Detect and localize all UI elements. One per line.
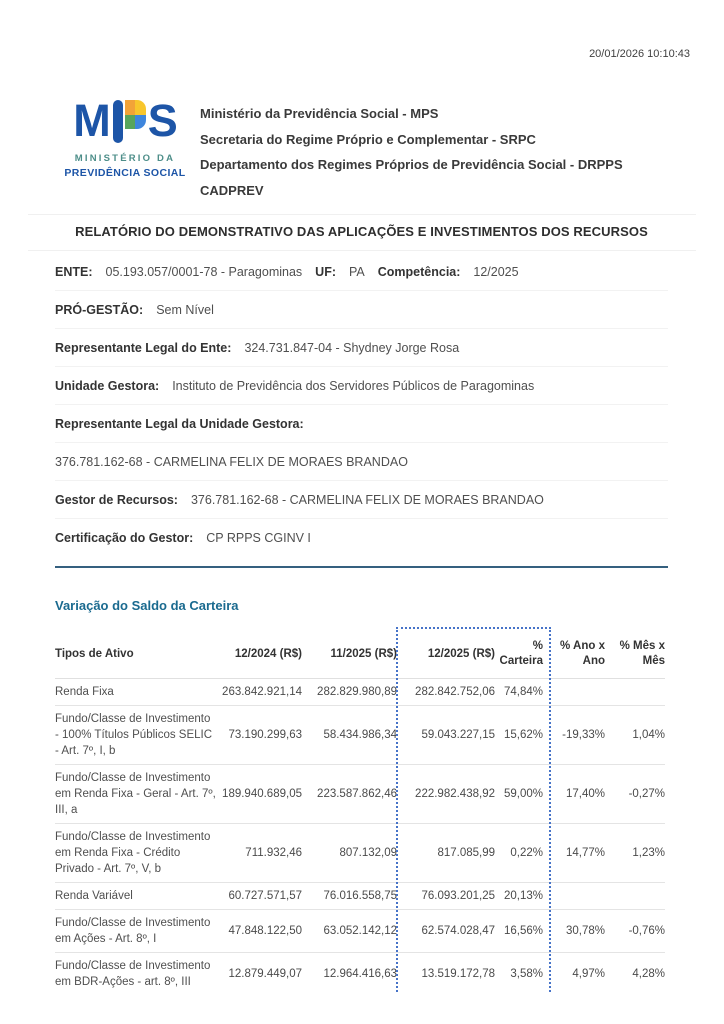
field-row-rep-ente — [55, 329, 668, 367]
cell-2024: 60.727.571,57 — [217, 883, 302, 910]
cell-ativo: Fundo/Classe de Investimento em BDR-Ações - art. 8º, III — [55, 953, 217, 996]
section-divider — [55, 566, 668, 568]
logo-letter-s: S — [147, 95, 177, 146]
logo-block-orange — [125, 100, 136, 115]
uf-value: PA — [349, 264, 365, 279]
certificacao-value: CP RPPS CGINV I — [206, 530, 311, 545]
logo-letter-p-icon — [111, 98, 147, 144]
header-pct-mes — [605, 630, 665, 679]
cell-pct-carteira: 3,58% — [495, 953, 543, 996]
mps-logo-wordmark — [58, 95, 192, 148]
cell-pct-carteira: 20,13% — [495, 883, 543, 910]
cell-pct-mes: 1,23% — [605, 824, 665, 883]
pro-gestao-label: PRÓ-GESTÃO: — [55, 302, 144, 317]
unidade-gestora-label: Unidade Gestora: — [55, 378, 160, 393]
logo-block-blue — [135, 115, 146, 130]
header-pct-mes-line1: % Mês x — [619, 640, 665, 652]
competencia-value: 12/2025 — [473, 264, 519, 279]
header-pct-carteira-line2: Carteira — [499, 655, 543, 667]
gestor-recursos-value: 376.781.162-68 - CARMELINA FELIX DE MORAES BRANDAO — [190, 492, 544, 507]
header-pct-carteira-line1: % — [532, 640, 543, 652]
cell-pct-ano: 17,40% — [543, 765, 605, 824]
uf-label: UF: — [315, 264, 336, 279]
cell-pct-ano: -19,33% — [543, 706, 605, 765]
cell-ativo: Renda Fixa — [55, 679, 217, 706]
cell-pct-mes — [605, 883, 665, 910]
org-line-cadprev: CADPREV — [200, 182, 264, 198]
cell-1225: 13.519.172,78 — [397, 953, 495, 996]
table-row — [55, 706, 665, 765]
org-line-departamento: Departamento dos Regimes Próprios de Previdência Social - DRPPS — [200, 157, 623, 172]
cell-1125: 12.964.416,63 — [302, 953, 397, 996]
table-header-row — [55, 630, 665, 679]
cell-1125: 223.587.862,46 — [302, 765, 397, 824]
variacao-saldo-table — [55, 630, 665, 995]
cell-pct-ano: 4,97% — [543, 953, 605, 996]
table-row — [55, 679, 665, 706]
org-header — [200, 101, 660, 203]
field-row-gestor-recursos — [55, 481, 668, 519]
org-line-secretaria: Secretaria do Regime Próprio e Complementar - SRPC — [200, 131, 536, 147]
logo-subtitle-previdencia: PREVIDÊNCIA SOCIAL — [64, 167, 186, 179]
gestor-recursos-label: Gestor de Recursos: — [55, 492, 178, 507]
header-pct-ano-line2: Ano — [582, 655, 605, 667]
field-row-ente — [55, 253, 668, 291]
header-pct-ano-line1: % Ano x — [560, 640, 605, 652]
pro-gestao-value: Sem Nível — [156, 302, 214, 317]
divider-below-title — [28, 250, 696, 251]
cell-pct-ano — [543, 679, 605, 706]
cell-1125: 807.132,09 — [302, 824, 397, 883]
cell-1125: 63.052.142,12 — [302, 910, 397, 953]
cell-pct-mes: 1,04% — [605, 706, 665, 765]
table-row — [55, 910, 665, 953]
logo-p-bowl — [125, 100, 146, 129]
cell-ativo: Fundo/Classe de Investimento em Renda Fixa - Geral - Art. 7º, III, a — [55, 765, 217, 824]
certificacao-label: Certificação do Gestor: — [55, 530, 194, 545]
header-pct-ano — [543, 630, 605, 679]
cell-1125: 76.016.558,75 — [302, 883, 397, 910]
logo-block-green — [125, 115, 136, 130]
cell-pct-carteira: 74,84% — [495, 679, 543, 706]
cell-ativo: Fundo/Classe de Investimento em Renda Fixa - Crédito Privado - Art. 7º, V, b — [55, 824, 217, 883]
cell-2024: 189.940.689,05 — [217, 765, 302, 824]
cell-ativo: Fundo/Classe de Investimento em Ações - Art. 8º, I — [55, 910, 217, 953]
field-row-pro-gestao — [55, 291, 668, 329]
cell-pct-mes: -0,27% — [605, 765, 665, 824]
ente-label: ENTE: — [55, 264, 93, 279]
cell-1225: 59.043.227,15 — [397, 706, 495, 765]
cell-pct-mes — [605, 679, 665, 706]
cell-ativo: Fundo/Classe de Investimento - 100% Títulos Públicos SELIC - Art. 7º, I, b — [55, 706, 217, 765]
ente-value: 05.193.057/0001-78 - Paragominas — [105, 264, 303, 279]
logo-p-stem — [113, 100, 123, 143]
logo-letter-m: M — [73, 95, 110, 146]
cell-ativo: Renda Variável — [55, 883, 217, 910]
field-row-certificacao — [55, 519, 668, 556]
rep-ug-label: Representante Legal da Unidade Gestora: — [55, 416, 304, 431]
section-title: Variação do Saldo da Carteira — [55, 598, 239, 613]
cell-2024: 73.190.299,63 — [217, 706, 302, 765]
header-12-2024: 12/2024 (R$) — [234, 647, 302, 660]
cell-pct-carteira: 16,56% — [495, 910, 543, 953]
cell-1225: 282.842.752,06 — [397, 679, 495, 706]
cell-2024: 12.879.449,07 — [217, 953, 302, 996]
cell-2024: 263.842.921,14 — [217, 679, 302, 706]
field-row-rep-ug-value — [55, 443, 668, 481]
org-line-ministerio: Ministério da Previdência Social - MPS — [200, 106, 439, 121]
unidade-gestora-value: Instituto de Previdência dos Servidores Públicos de Paragominas — [172, 378, 535, 393]
cell-pct-carteira: 0,22% — [495, 824, 543, 883]
cell-1225: 222.982.438,92 — [397, 765, 495, 824]
cell-pct-ano: 30,78% — [543, 910, 605, 953]
logo-subtitle-ministerio: MINISTÉRIO DA — [74, 153, 176, 164]
competencia-label: Competência: — [377, 264, 461, 279]
report-title: RELATÓRIO DO DEMONSTRATIVO DAS APLICAÇÕES E INVESTIMENTOS DOS RECURSOS — [75, 224, 648, 239]
header-tipos-de-ativo: Tipos de Ativo — [55, 647, 134, 660]
print-timestamp: 20/01/2026 10:10:43 — [589, 48, 690, 60]
cell-1225: 817.085,99 — [397, 824, 495, 883]
table-row — [55, 824, 665, 883]
rep-ug-value: 376.781.162-68 - CARMELINA FELIX DE MORAES BRANDAO — [55, 454, 408, 469]
table-row — [55, 953, 665, 996]
header-12-2025: 12/2025 (R$) — [427, 647, 495, 660]
rep-ente-label: Representante Legal do Ente: — [55, 340, 232, 355]
cell-2024: 47.848.122,50 — [217, 910, 302, 953]
cell-pct-ano: 14,77% — [543, 824, 605, 883]
mps-logo — [58, 95, 192, 179]
cell-1125: 58.434.986,34 — [302, 706, 397, 765]
header-11-2025: 11/2025 (R$) — [330, 647, 397, 660]
table-row — [55, 765, 665, 824]
field-row-unidade-gestora — [55, 367, 668, 405]
cell-pct-carteira: 15,62% — [495, 706, 543, 765]
cell-pct-mes: -0,76% — [605, 910, 665, 953]
cell-2024: 711.932,46 — [217, 824, 302, 883]
fields-block — [55, 253, 668, 556]
cell-1125: 282.829.980,89 — [302, 679, 397, 706]
field-row-rep-ug-label — [55, 405, 668, 443]
header-pct-mes-line2: Mês — [642, 655, 665, 667]
logo-block-yellow — [135, 100, 146, 115]
cell-pct-ano — [543, 883, 605, 910]
rep-ente-value: 324.731.847-04 - Shydney Jorge Rosa — [244, 340, 460, 355]
cell-1225: 76.093.201,25 — [397, 883, 495, 910]
cell-1225: 62.574.028,47 — [397, 910, 495, 953]
cell-pct-carteira: 59,00% — [495, 765, 543, 824]
divider-above-title — [28, 214, 696, 215]
table-row — [55, 883, 665, 910]
cell-pct-mes: 4,28% — [605, 953, 665, 996]
header-pct-carteira — [495, 630, 543, 679]
